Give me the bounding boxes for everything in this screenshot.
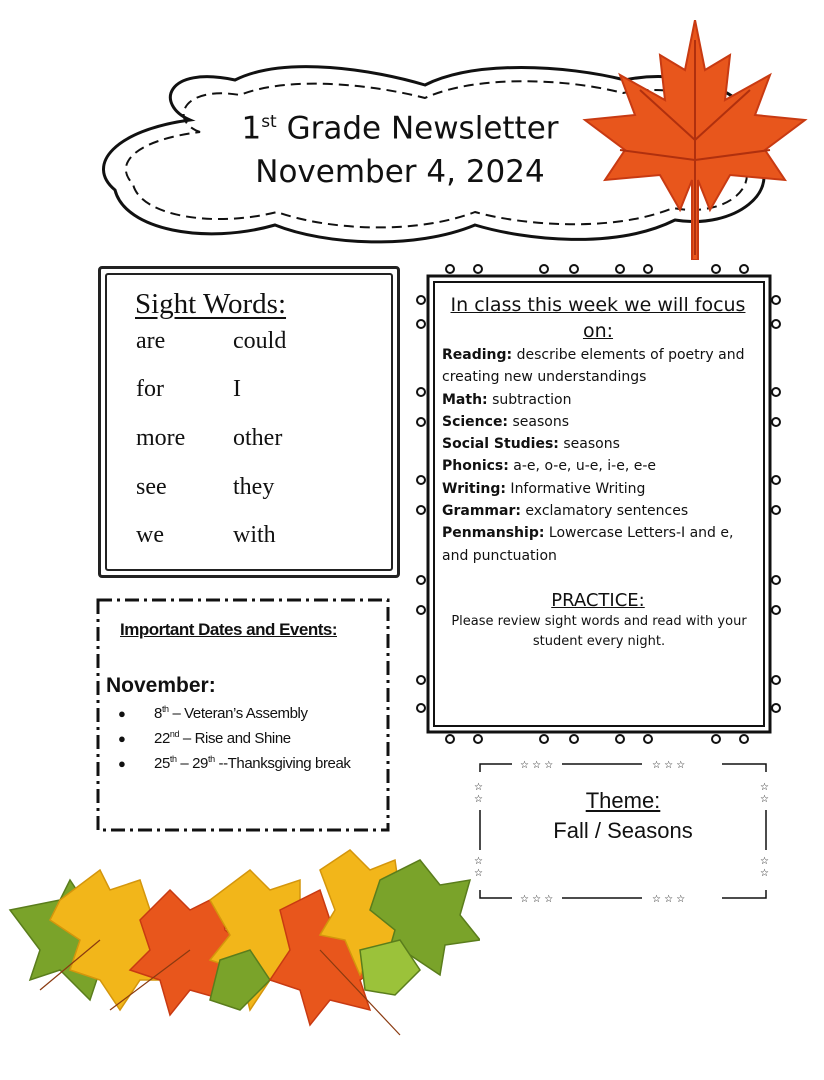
focus-item-writing [442, 478, 760, 500]
focus-item-grammar [442, 500, 760, 522]
sight-word: other [233, 425, 283, 451]
focus-label: Writing: [442, 480, 506, 497]
focus-text: a-e, o-e, u-e, i-e, e-e [508, 458, 657, 475]
event-item [118, 754, 351, 772]
practice-heading: PRACTICE: [551, 590, 645, 611]
bullet-icon: ● [118, 706, 126, 721]
sight-word: are [136, 328, 166, 354]
event-suffix: th [169, 754, 177, 764]
focus-label: Science: [442, 413, 509, 430]
svg-text:☆ ☆ ☆: ☆ ☆ ☆ [652, 760, 686, 771]
focus-item-science [442, 411, 760, 433]
svg-text:☆: ☆ [474, 794, 483, 805]
theme-heading: Theme: [585, 788, 661, 813]
svg-text:☆: ☆ [474, 782, 483, 793]
bullet-icon: ● [118, 731, 126, 746]
focus-item-math [442, 389, 760, 411]
svg-text:☆: ☆ [760, 856, 769, 867]
event-suffix: th [207, 754, 215, 764]
focus-text: describe elements of poetry and creating new understandings [442, 347, 745, 386]
svg-text:☆: ☆ [474, 856, 483, 867]
sight-word: they [233, 474, 275, 500]
title-number: 1 [241, 110, 262, 147]
focus-label: Grammar: [442, 503, 521, 520]
dates-month: November: [106, 674, 216, 697]
newsletter-title [150, 100, 650, 194]
practice-text: Please review sight words and read with your student every night. [451, 614, 747, 649]
focus-text: Informative Writing [505, 480, 646, 497]
sight-word: I [233, 376, 241, 402]
focus-text: Lowercase Letters-I and e, and punctuation [442, 525, 734, 564]
autumn-leaves-icon [0, 840, 480, 1040]
focus-text: exclamatory sentences [520, 503, 689, 520]
focus-label: Social Studies: [442, 436, 559, 453]
sight-word: for [136, 376, 164, 402]
sight-word: could [233, 328, 287, 354]
svg-text:☆ ☆ ☆: ☆ ☆ ☆ [652, 894, 686, 902]
svg-text:☆ ☆ ☆: ☆ ☆ ☆ [520, 760, 554, 771]
event-day: 25 [154, 755, 170, 772]
sight-word: more [136, 425, 186, 451]
event-suffix: th [161, 704, 169, 714]
focus-label: Penmanship: [442, 525, 545, 542]
focus-heading: In class this week we will focus on: [450, 294, 746, 342]
svg-text:☆: ☆ [760, 794, 769, 805]
focus-label: Phonics: [442, 458, 509, 475]
maple-leaf-icon [580, 20, 810, 260]
focus-item-reading [442, 344, 760, 389]
focus-label: Reading: [442, 347, 513, 363]
focus-text: seasons [558, 436, 620, 453]
event-text: --Thanksgiving break [214, 755, 351, 772]
sight-word: with [233, 522, 276, 548]
focus-text: subtraction [487, 391, 572, 408]
focus-label: Math: [442, 391, 488, 408]
event-item [118, 729, 291, 747]
focus-item-penmanship [442, 522, 760, 567]
focus-item-phonics [442, 455, 760, 477]
focus-text: seasons [508, 413, 570, 430]
svg-text:☆: ☆ [760, 782, 769, 793]
event-suffix: nd [169, 729, 180, 739]
focus-item-social-studies [442, 433, 760, 455]
event-item [118, 704, 308, 722]
svg-text:☆: ☆ [760, 868, 769, 879]
svg-text:☆: ☆ [474, 868, 483, 879]
newsletter-date: November 4, 2024 [255, 154, 545, 191]
event-day: 22 [154, 730, 170, 747]
bullet-icon: ● [118, 756, 126, 771]
theme-text: Fall / Seasons [553, 818, 693, 843]
sight-words-heading: Sight Words: [135, 288, 287, 320]
title-main: Grade Newsletter [276, 110, 559, 147]
dates-heading: Important Dates and Events: [120, 620, 337, 639]
sight-word: we [136, 522, 164, 548]
event-day: 8 [154, 705, 162, 722]
focus-list [442, 344, 760, 567]
svg-text:☆ ☆ ☆: ☆ ☆ ☆ [520, 894, 554, 902]
sight-word: see [136, 474, 167, 500]
event-text: – 29 [176, 755, 208, 772]
title-ordinal: st [261, 112, 277, 132]
event-text: – Veteran’s Assembly [168, 705, 308, 722]
event-text: – Rise and Shine [179, 730, 291, 747]
